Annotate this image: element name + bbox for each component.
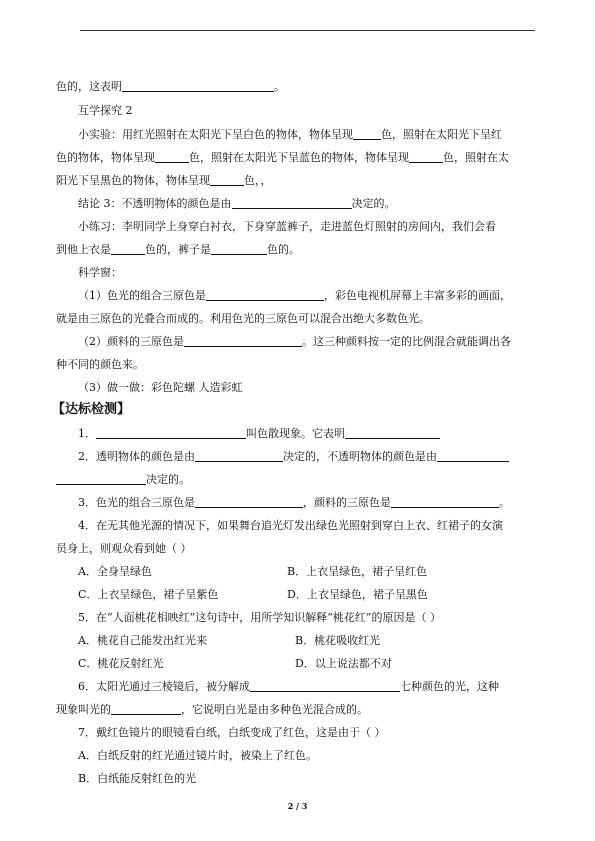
experiment-line-3: 阳光下呈黑色的物体，物体呈现 色，， bbox=[56, 174, 272, 187]
answer-blank[interactable] bbox=[111, 244, 145, 255]
q5-option-d[interactable]: D．以上说法都不对 bbox=[295, 657, 392, 670]
answer-blank[interactable] bbox=[211, 244, 267, 255]
answer-blank[interactable] bbox=[56, 474, 146, 485]
science-item-3: （3）做一做：彩色陀螺 人造彩虹 bbox=[78, 381, 243, 394]
answer-blank[interactable] bbox=[210, 175, 244, 186]
science-item-2: （2）颜料的三原色是 。这三种颜料按一定的比例混合就能调出各 bbox=[78, 335, 511, 348]
question-4-cont: 员身上，则观众看到她（ ） bbox=[56, 542, 192, 555]
q7-option-b[interactable]: B．白纸能反射红色的光 bbox=[78, 772, 197, 785]
header-rule bbox=[80, 30, 535, 31]
q5-option-b[interactable]: B．桃花吸收红光 bbox=[295, 634, 381, 647]
answer-blank[interactable] bbox=[345, 428, 440, 439]
answer-blank[interactable] bbox=[96, 428, 246, 439]
question-3: 3．色光的组合三原色是 ，颜料的三原色是 。 bbox=[78, 496, 510, 509]
question-6: 6．太阳光通过三棱镜后，被分解成 七种颜色的光，这种 bbox=[78, 680, 499, 693]
answer-blank[interactable] bbox=[409, 152, 443, 163]
section-heading: 【达标检测】 bbox=[52, 402, 131, 417]
q4-option-d[interactable]: D．上衣呈绿色，裙子呈黑色 bbox=[287, 588, 428, 601]
experiment-line-1: 小实验：用红光照射在太阳光下呈白色的物体，物体呈现 色，照射在太阳光下呈红 bbox=[78, 128, 502, 141]
answer-blank[interactable] bbox=[232, 198, 352, 209]
question-2-cont: 决定的。 bbox=[56, 473, 546, 487]
question-4: 4．在无其他光源的情况下，如果舞台追光灯发出绿色光照射到穿白上衣、红裙子的女演 bbox=[78, 519, 503, 532]
question-1: 1． 叫色散现象。它表明 bbox=[56, 427, 546, 441]
line-continuation: 色的，这表明 。 bbox=[56, 80, 285, 93]
answer-blank[interactable] bbox=[122, 81, 274, 92]
q5-option-c[interactable]: C．桃花反射红光 bbox=[78, 657, 164, 670]
answer-blank[interactable] bbox=[184, 336, 302, 347]
answer-blank[interactable] bbox=[111, 704, 181, 715]
section-title-2: 互学探究 2 bbox=[78, 104, 133, 117]
answer-blank[interactable] bbox=[155, 152, 189, 163]
question-5: 5．在“人面桃花相映红”这句诗中，用所学知识解释“桃花红”的原因是（ ） bbox=[78, 611, 441, 624]
answer-blank[interactable] bbox=[206, 290, 324, 301]
q4-option-c[interactable]: C．上衣呈绿色，裙子呈紫色 bbox=[78, 588, 219, 601]
answer-blank[interactable] bbox=[195, 451, 283, 462]
answer-blank[interactable] bbox=[437, 451, 509, 462]
science-item-1: （1）色光的组合三原色是 ，彩色电视机屏幕上丰富多彩的画面， bbox=[78, 289, 511, 302]
science-window-label: 科学窗： bbox=[78, 266, 122, 279]
q4-option-b[interactable]: B．上衣呈绿色，裙子呈红色 bbox=[287, 565, 428, 578]
question-2: 2．透明物体的颜色是由 决定的，不透明物体的颜色是由 bbox=[56, 450, 546, 464]
conclusion-3: 结论 3：不透明物体的颜色是由 决定的。 bbox=[78, 197, 396, 210]
experiment-line-2: 色的物体，物体呈现 色，照射在太阳光下呈蓝色的物体，物体呈现 色，照射在太 bbox=[56, 151, 509, 164]
answer-blank[interactable] bbox=[250, 681, 400, 692]
q7-option-a[interactable]: A．白纸反射的红光通过镜片时，被染上了红色。 bbox=[78, 749, 317, 762]
q4-option-a[interactable]: A．全身呈绿色 bbox=[78, 565, 152, 578]
practice-line-1: 小练习：李明同学上身穿白衬衣，下身穿蓝裤子，走进蓝色灯照射的房间内，我们会看 bbox=[78, 220, 496, 233]
science-item-1-cont: 就是由三原色的光叠合而成的。利用色光的三原色可以混合出绝大多数色光。 bbox=[56, 312, 430, 325]
answer-blank[interactable] bbox=[391, 497, 499, 508]
practice-line-2: 到他上衣是 色的，裤子是 色的。 bbox=[56, 243, 300, 256]
answer-blank[interactable] bbox=[195, 497, 303, 508]
question-7: 7．戴红色镜片的眼镜看白纸，白纸变成了红色，这是由于（ ） bbox=[78, 726, 386, 739]
question-6-cont: 现象叫光的 ，它说明白光是由多种色光混合成的。 bbox=[56, 703, 368, 716]
science-item-2-cont: 种不同的颜色来。 bbox=[56, 358, 144, 371]
page-number: 2 / 3 bbox=[287, 801, 308, 811]
q5-option-a[interactable]: A．桃花自己能发出红光来 bbox=[78, 634, 207, 647]
answer-blank[interactable] bbox=[353, 129, 381, 140]
